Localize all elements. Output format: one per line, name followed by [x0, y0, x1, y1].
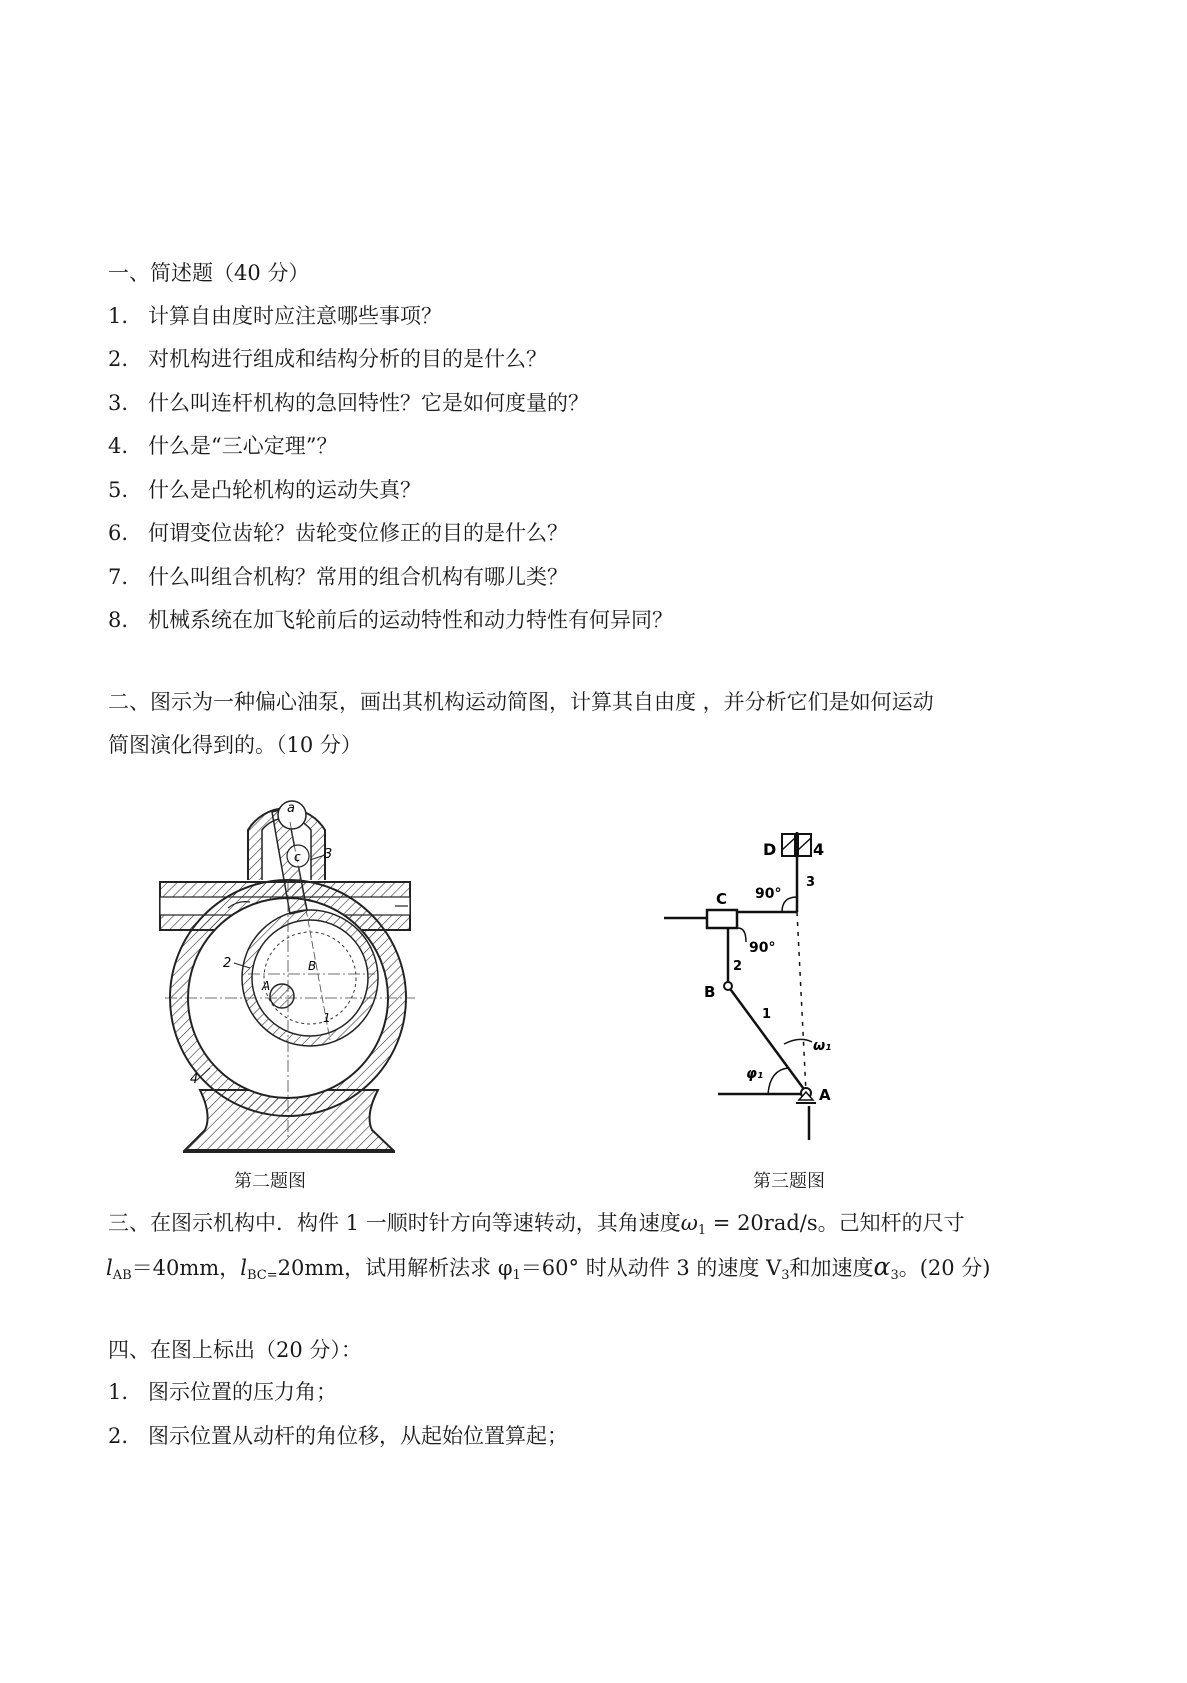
- pump-label-2: 2: [223, 956, 232, 971]
- linkage-label-3: 3: [806, 875, 816, 890]
- pump-label-1: 1: [323, 1011, 331, 1025]
- question-item: 3. 什么叫连杆机构的急回特性？它是如何度量的？: [108, 391, 589, 415]
- section3-line2: $l_{AB}=40mm$，$l_{BC=}20mm$，试用解析法求 $\varphi_1=60^\circ$ 时从动件 3 的速度 $V_3$和加速度$\alpha_3$。(20 分): [106, 1252, 991, 1283]
- linkage-label-90-top: 90°: [755, 886, 782, 902]
- linkage-label-B: B: [704, 983, 716, 1001]
- linkage-label-1: 1: [762, 1007, 772, 1022]
- linkage-label-2: 2: [733, 959, 743, 974]
- question-item: 1. 计算自由度时应注意哪些事项？: [108, 304, 442, 328]
- linkage-label-90-lower: 90°: [749, 940, 776, 956]
- question-item: 2. 图示位置从动杆的角位移，从起始位置算起；: [108, 1424, 568, 1448]
- pump-label-3: 3: [324, 847, 333, 862]
- linkage-label-C: C: [716, 890, 728, 908]
- linkage-label-D: D: [763, 840, 777, 859]
- section2-line1: 二、图示为一种偏心油泵，画出其机构运动简图，计算其自由度 ，并分析它们是如何运动: [108, 690, 934, 714]
- linkage-label-A: A: [819, 1086, 831, 1104]
- question-item: 5. 什么是凸轮机构的运动失真？: [108, 478, 421, 502]
- linkage-label-4: 4: [813, 840, 825, 859]
- figure3-caption: 第三题图: [753, 1171, 825, 1192]
- question-item: 8. 机械系统在加飞轮前后的运动特性和动力特性有何异同？: [108, 608, 673, 632]
- question-item: 1. 图示位置的压力角；: [108, 1380, 337, 1404]
- pump-label-4: 4: [190, 1072, 199, 1087]
- question-item: 6. 何谓变位齿轮？齿轮变位修正的目的是什么？: [108, 521, 568, 545]
- question-item: 2. 对机构进行组成和结构分析的目的是什么？: [108, 347, 547, 371]
- pump-label-a: a: [287, 801, 295, 816]
- pump-label-B: B: [308, 959, 317, 973]
- linkage-label-omega: ω₁: [813, 1038, 832, 1054]
- question-item: 4. 什么是“三心定理”？: [108, 434, 338, 458]
- figure2-pump-drawing: [150, 778, 440, 1173]
- section4-title: 四、在图上标出（20 分）：: [108, 1338, 362, 1362]
- section2-line2: 简图演化得到的。（10 分）: [108, 733, 362, 757]
- figure2-caption: 第二题图: [234, 1171, 306, 1192]
- pump-label-c: c: [294, 850, 301, 864]
- pump-label-A: A: [262, 979, 271, 993]
- section3-line1: 三、在图示机构中．构件 1 一顺时针方向等速转动，其角速度$\omega_1 = 20rad/s$。己知杆的尺寸: [108, 1211, 965, 1238]
- figure3-linkage-drawing: [660, 820, 850, 1150]
- question-item: 7. 什么叫组合机构？常用的组合机构有哪儿类？: [108, 565, 568, 589]
- linkage-label-phi: φ₁: [746, 1066, 764, 1082]
- section1-title: 一、简述题（40 分）: [108, 261, 310, 285]
